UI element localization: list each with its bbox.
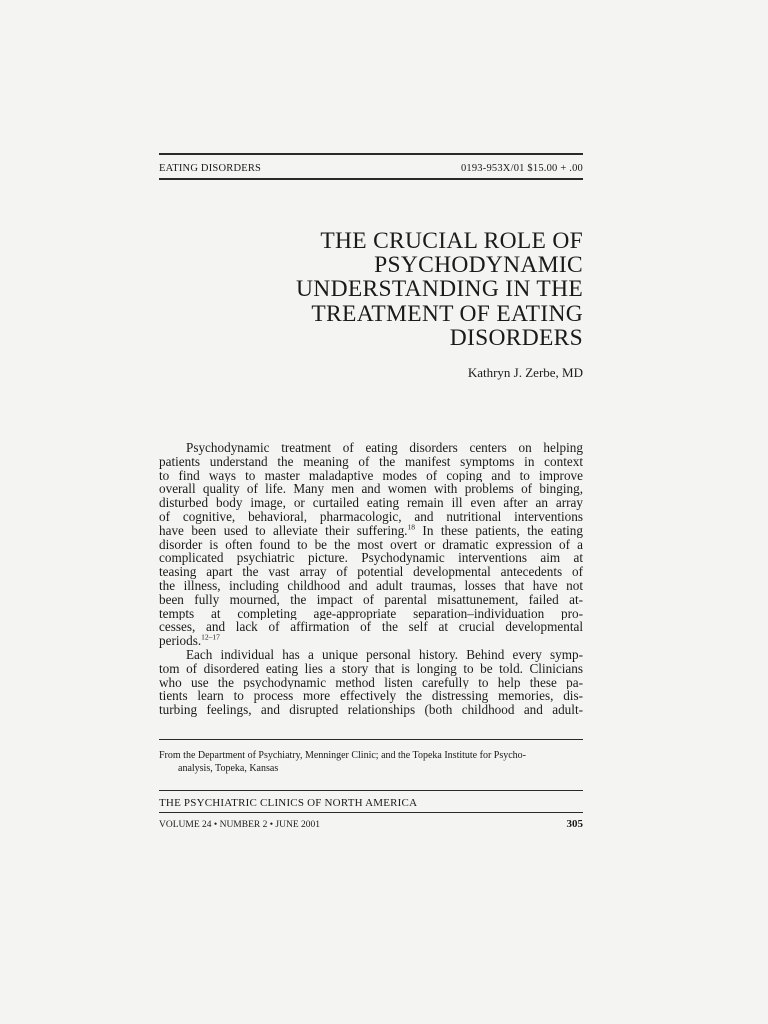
body-line-text: tom of disordered eating lies a story that is longing to be told. Clinicians bbox=[159, 661, 583, 676]
body-line-text: cesses, and lack of affirmation of the self at crucial developmental bbox=[159, 620, 583, 635]
journal-name: THE PSYCHIATRIC CLINICS OF NORTH AMERICA bbox=[159, 797, 418, 809]
body-line-text: of cognitive, behavioral, pharmacologic, and nutritional interventions bbox=[159, 509, 583, 524]
body-line-text: Each individual has a unique personal history. Behind every symp- bbox=[186, 647, 583, 662]
body-line-text: the illness, including childhood and adult traumas, losses that have not bbox=[159, 578, 583, 593]
article-code: 0193-953X/01 $15.00 + .00 bbox=[460, 163, 583, 174]
body-line bbox=[159, 469, 583, 483]
body-line bbox=[159, 551, 583, 565]
body-line-text: teasing apart the vast array of potential developmental antecedents of bbox=[159, 565, 583, 579]
footnote-line: analysis, Topeka, Kansas bbox=[178, 762, 279, 774]
body-line bbox=[159, 648, 583, 662]
article-title bbox=[270, 229, 583, 350]
body-line-text: have been used to alleviate their suffering. bbox=[159, 523, 408, 538]
body-line bbox=[159, 593, 583, 607]
journal-top-rule bbox=[159, 790, 583, 791]
title-line: THE CRUCIAL ROLE OF bbox=[320, 228, 583, 254]
body-line-text: tients learn to process more effectively the distressing memories, dis- bbox=[159, 689, 583, 704]
footnote-rule bbox=[159, 739, 583, 740]
body-line bbox=[159, 496, 583, 510]
header-top-rule bbox=[159, 153, 583, 155]
body-line bbox=[159, 634, 583, 648]
affiliation-footnote bbox=[159, 750, 583, 775]
body-line bbox=[159, 482, 583, 496]
title-line: TREATMENT OF EATING bbox=[311, 300, 583, 327]
body-line bbox=[159, 620, 583, 634]
body-line-text: patients understand the meaning of the manifest symptoms in context bbox=[159, 454, 583, 469]
body-line-text: In these patients, the eating bbox=[414, 523, 583, 538]
body-line-text: disturbed body image, or curtailed eating remain ill even after an array bbox=[159, 496, 583, 510]
body-line bbox=[159, 565, 583, 579]
body-line-text: turbing feelings, and disrupted relationships (both childhood and adult- bbox=[159, 703, 583, 717]
body-line bbox=[159, 579, 583, 593]
body-line bbox=[159, 510, 583, 524]
title-line: DISORDERS bbox=[449, 324, 583, 351]
body-line bbox=[159, 689, 583, 703]
journal-bottom-rule bbox=[159, 812, 583, 813]
body-line-text: Psychodynamic treatment of eating disorders centers on helping bbox=[186, 441, 583, 455]
body-line-text: disorder is often found to be the most overt or dramatic expression of a bbox=[159, 537, 583, 552]
title-line: PSYCHODYNAMIC bbox=[374, 252, 583, 279]
page-number: 305 bbox=[566, 818, 583, 830]
body-line-text: complicated psychiatric picture. Psychodynamic interventions aim at bbox=[159, 551, 583, 566]
citation-superscript: 18 bbox=[407, 523, 415, 532]
body-line bbox=[159, 455, 583, 469]
body-line bbox=[159, 538, 583, 552]
author-name: Kathryn J. Zerbe, MD bbox=[467, 365, 583, 380]
body-line bbox=[159, 441, 583, 455]
body-line bbox=[159, 607, 583, 621]
article-body bbox=[159, 441, 583, 717]
footnote-line: From the Department of Psychiatry, Menninger Clinic; and the Topeka Institute for Psycho- bbox=[159, 750, 527, 761]
body-line-text: been fully mourned, the impact of parental misattunement, failed at- bbox=[159, 592, 583, 607]
volume-info: VOLUME 24 • NUMBER 2 • JUNE 2001 bbox=[159, 820, 321, 830]
body-line bbox=[159, 676, 583, 690]
body-line bbox=[159, 662, 583, 676]
body-line-text: overall quality of life. Many men and women with problems of binging, bbox=[159, 482, 583, 497]
body-line-text: who use the psychodynamic method listen carefully to help these pa- bbox=[159, 675, 583, 690]
header-bottom-rule bbox=[159, 178, 583, 180]
body-line bbox=[159, 703, 583, 717]
body-line-text: to find ways to master maladaptive modes of coping and to improve bbox=[159, 468, 583, 483]
running-head-section: EATING DISORDERS bbox=[159, 163, 262, 174]
body-line-text: tempts at completing age-appropriate separation–individuation pro- bbox=[159, 606, 583, 621]
title-line: UNDERSTANDING IN THE bbox=[296, 276, 583, 303]
citation-superscript: 12–17 bbox=[201, 634, 220, 642]
body-line bbox=[159, 524, 583, 538]
body-line-text: periods. bbox=[159, 634, 202, 648]
